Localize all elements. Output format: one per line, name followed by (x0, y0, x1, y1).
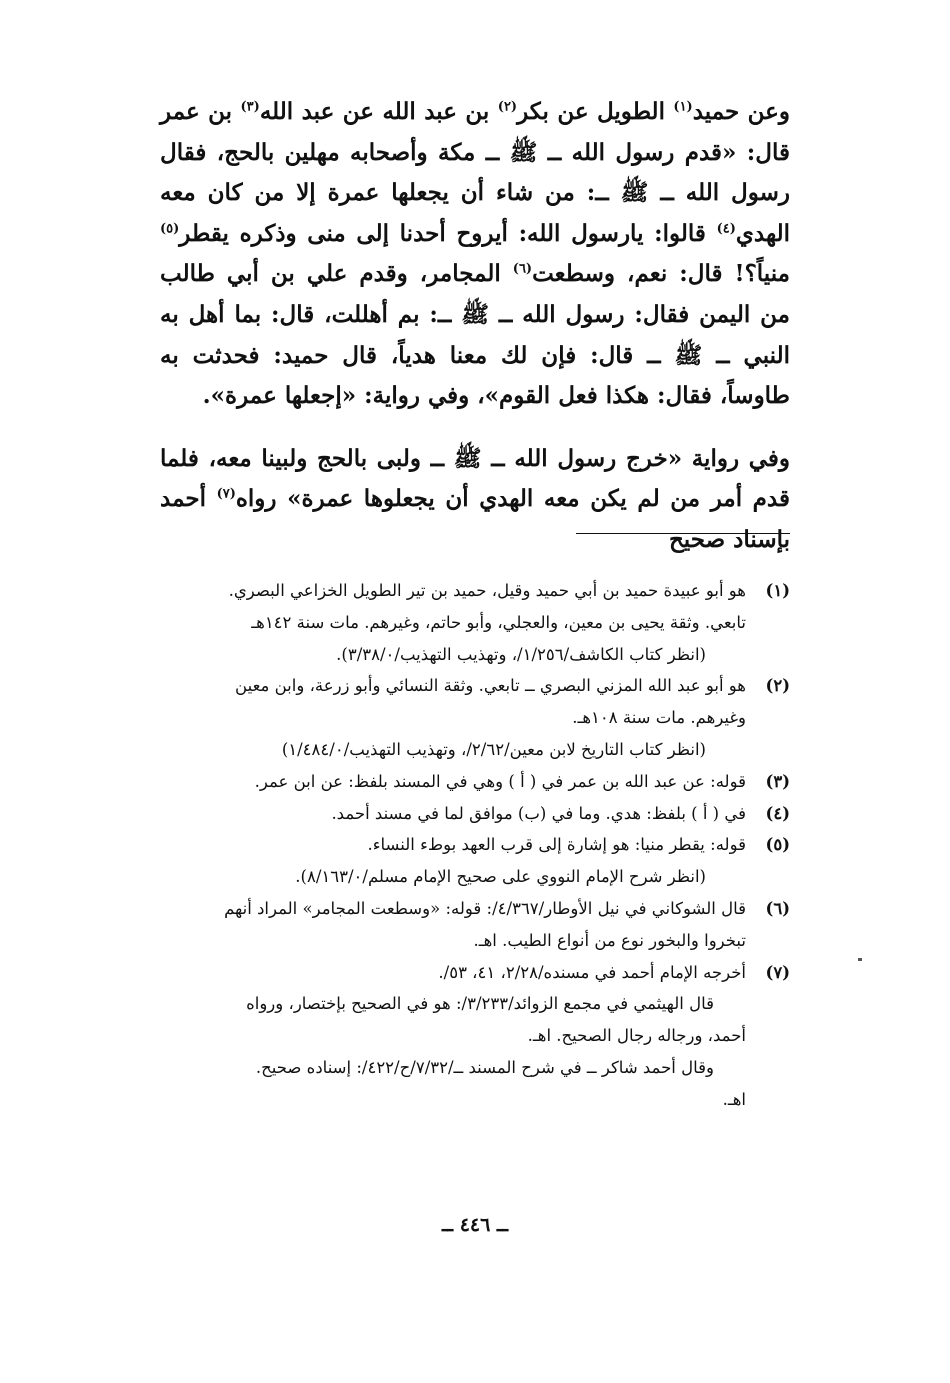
footnote-line: قوله: يقطر منيا: هو إشارة إلى قرب العهد بوطء النساء. (367, 835, 746, 855)
main-paragraph-2: وفي رواية «خرج رسول الله ــ ﷺ ــ ولبى بالحج ولبينا معه، فلما قدم أمر من لم يكن معه الهدي أن يجعلوها عمرة» رواه$^{(٧)}$ أحمد بإسناد صحيح (160, 444, 790, 553)
footnote-line: وغيرهم. مات سنة ١٠٨هـ. (572, 708, 746, 728)
footnote-line: هو أبو عبيدة حميد بن أبي حميد وقيل، حميد بن تير الطويل الخزاعي البصري. (228, 581, 746, 600)
footnote-reference: (٣) (240, 99, 260, 115)
page-number: ــ ٤٤٦ ــ (441, 1214, 509, 1236)
footnote-7 (160, 957, 790, 989)
footnote-reference: (٦) (512, 261, 533, 277)
footnote-line: أخرجه الإمام أحمد في مسنده/٢/٢٨، ٤١، ٥٣/. (438, 962, 746, 982)
scan-speck (858, 958, 862, 961)
main-text (160, 92, 790, 561)
footnote-line: قال الهيثمي في مجمع الزوائد/٣/٢٣٣/: هو في الصحيح بإختصار، ورواه (246, 994, 714, 1014)
footnote-line: (انظر كتاب التاريخ لابن معين/٢/٦٢/، وتهذيب التهذيب/١/٤٨٤/٠) (281, 739, 706, 759)
footnote-line: أحمد، ورجاله رجال الصحيح. اهـ. (527, 1026, 746, 1046)
footnote-separator (576, 533, 790, 534)
footnote-reference: (٧) (216, 486, 236, 502)
footnote-number: (٣) (765, 771, 790, 791)
footnote-reference: (٥) (160, 221, 180, 237)
footnote-7-haythami (160, 988, 790, 1052)
footnote-6 (160, 893, 790, 957)
footnote-7-shakir (160, 1052, 790, 1116)
footnote-reference: (٤) (716, 221, 736, 237)
footnote-number: (٦) (765, 898, 790, 918)
footnote-3 (160, 766, 790, 798)
footnote-line: تبخروا والبخور نوع من أنواع الطيب. اهـ. (473, 930, 746, 950)
main-paragraph-1: وعن حميد$^{(١)}$ الطويل عن بكر$^{(٢)}$ بن عبد الله عن عبد الله$^{(٣)}$ بن عمر قال: «قدم رسول الله ــ ﷺ ــ مكة وأصحابه مهلين بالحج، فقال رسول الله ــ ﷺ ــ: من شاء أن يجعلها عمرة إلا من كان معه الهدي$^{(٤)}$ قالوا: يارسول الله: أيروح أحدنا إلى منى وذكره يقطر$^{(٥)}$ منياً؟! قال: نعم، وسطعت$^{(٦)}$ المجامر، وقدم علي بن أبي طالب من اليمن فقال: رسول الله ــ ﷺ ــ: بم أهللت، قال: بما أهل به النبي ــ ﷺ ــ قال: فإن لك معنا هدياً، قال حميد: فحدثت به طاوساً، فقال: هكذا فعل القوم»، وفي رواية: «إجعلها عمرة». (160, 98, 791, 410)
footnote-line: اهـ. (722, 1089, 746, 1109)
footnote-number: (٧) (765, 962, 790, 982)
footnote-2 (160, 670, 790, 765)
footnote-line: وقال أحمد شاكر ــ في شرح المسند ــ/٧/٣٢/ح/٤٢٢/: إسناده صحيح. (255, 1057, 714, 1077)
footnote-line: (انظر شرح الإمام النووي على صحيح الإمام مسلم/٨/١٦٣/٠). (295, 867, 706, 887)
footnote-line: قوله: عن عبد الله بن عمر في ( أ ) وهي في المسند بلفظ: عن ابن عمر. (254, 771, 746, 791)
footnote-number: (٢) (765, 676, 790, 696)
footnote-reference: (٢) (497, 99, 518, 115)
footnotes (160, 575, 790, 1116)
footnote-line: تابعي. وثقة يحيى بن معين، والعجلي، وأبو حاتم، وغيرهم. مات سنة ١٤٢هـ (251, 612, 746, 632)
footnote-line: (انظر كتاب الكاشف/١/٢٥٦/، وتهذيب التهذيب/٣/٣٨/٠). (336, 644, 706, 664)
footnote-number: (٤) (765, 803, 790, 823)
footnote-number: (٥) (765, 835, 790, 855)
footnote-line: قال الشوكاني في نيل الأوطار/٤/٣٦٧/: قوله: «وسطعت المجامر» المراد أنهم (224, 898, 746, 918)
footnote-5 (160, 829, 790, 893)
footnote-1 (160, 575, 790, 670)
footnote-number: (١) (765, 581, 790, 600)
footnote-4 (160, 798, 790, 830)
footnote-line: هو أبو عبد الله المزني البصري ــ تابعي. وثقة النسائي وأبو زرعة، وابن معين (235, 676, 746, 696)
footnote-reference: (١) (673, 99, 693, 115)
footnote-line: في ( أ ) بلفظ: هدي. وما في (ب) موافق لما في مسند أحمد. (331, 803, 746, 823)
